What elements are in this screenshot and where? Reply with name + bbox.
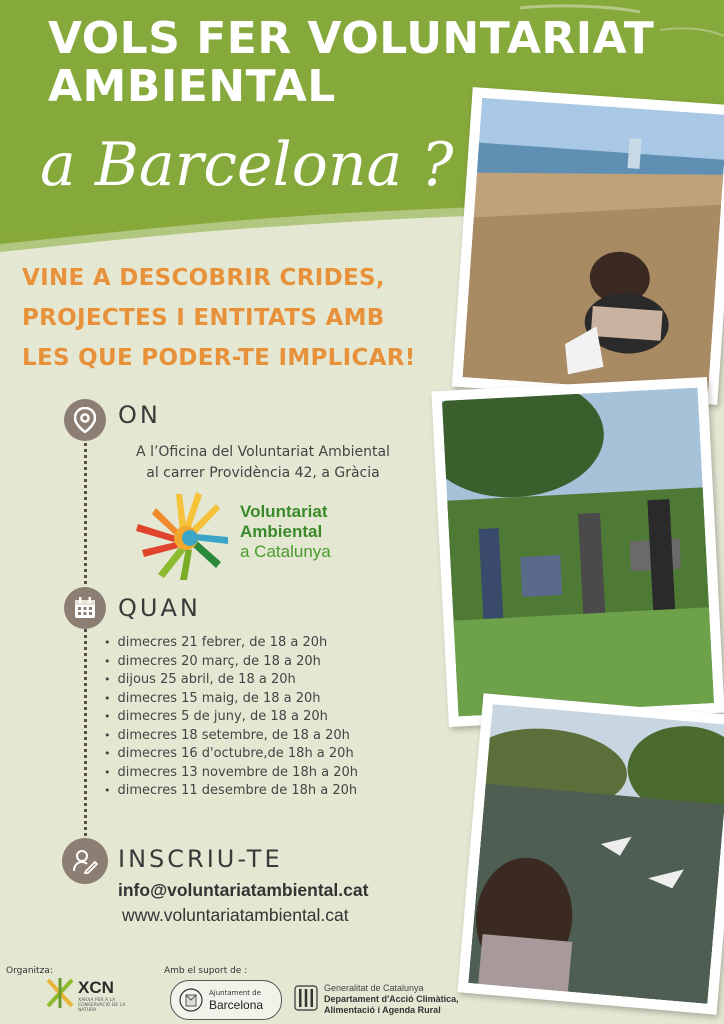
barcelona-shield-icon	[179, 988, 203, 1012]
date-item: • dimecres 18 setembre, de 18 a 20h	[104, 727, 358, 746]
generalitat-line-1: Generalitat de Catalunya	[324, 983, 424, 993]
date-item: • dimecres 15 maig, de 18 a 20h	[104, 690, 358, 709]
photo-garden	[431, 377, 724, 727]
logo-line-1: Voluntariat	[240, 502, 328, 521]
suport-label: Amb el suport de :	[164, 966, 248, 976]
generalitat-line-2: Departament d'Acció Climàtica,	[324, 994, 459, 1004]
hands-logo-icon	[136, 488, 232, 580]
xcn-subtitle: XARXA PER A LA CONSERVACIÓ DE LA NATURA	[78, 998, 126, 1013]
inscriu-heading: INSCRIU-TE	[118, 845, 283, 873]
ajuntament-line-1: Ajuntament de	[209, 989, 261, 997]
address	[118, 442, 408, 484]
generalitat-logo	[294, 983, 494, 1019]
xcn-name: XCN	[78, 978, 114, 997]
location-pin-icon	[64, 399, 106, 441]
xcn-emblem-icon	[44, 976, 76, 1010]
xcn-logo	[44, 976, 134, 1016]
calendar-icon	[64, 587, 106, 629]
generalitat-line-3: Alimentació i Agenda Rural	[324, 1005, 441, 1015]
address-line-1: A l’Oficina del Voluntariat Ambiental	[136, 444, 390, 460]
title-script: a Barcelona ?	[40, 130, 454, 200]
contact-email[interactable]: info@voluntariatambiental.cat	[118, 880, 369, 900]
logo-line-3: a Catalunya	[240, 542, 331, 561]
generalitat-emblem-icon	[294, 985, 318, 1011]
organitza-label: Organitza:	[6, 966, 53, 976]
photo-lake	[457, 693, 724, 1015]
timeline-line	[84, 430, 87, 850]
voluntariat-logo	[136, 488, 376, 578]
date-item: • dimecres 16 d'octubre,de 18h a 20h	[104, 745, 358, 764]
website-link[interactable]: www.voluntariatambiental.cat	[122, 905, 349, 925]
date-item: • dijous 25 abril, de 18 a 20h	[104, 671, 358, 690]
title-line-1: VOLS FER VOLUNTARIAT	[48, 13, 655, 64]
ajuntament-line-2: Barcelona	[209, 998, 264, 1012]
date-item: • dimecres 20 març, de 18 a 20h	[104, 653, 358, 672]
logo-line-2: Ambiental	[240, 522, 323, 541]
call-to-action	[22, 258, 442, 378]
address-line-2: al carrer Providència 42, a Gràcia	[146, 465, 380, 481]
title-line-2: AMBIENTAL	[48, 61, 336, 112]
cta-line-2: PROJECTES I ENTITATS AMB	[22, 305, 385, 331]
cta-line-1: VINE A DESCOBRIR CRIDES,	[22, 265, 385, 291]
date-item: • dimecres 13 novembre de 18h a 20h	[104, 764, 358, 783]
ajuntament-logo	[170, 980, 282, 1020]
dates-list	[104, 634, 358, 801]
photo-beach	[452, 87, 724, 405]
logo-text	[240, 502, 331, 562]
on-heading: ON	[118, 401, 161, 429]
cta-line-3: LES QUE PODER-TE IMPLICAR!	[22, 345, 416, 371]
date-item: • dimecres 21 febrer, de 18 a 20h	[104, 634, 358, 653]
quan-heading: QUAN	[118, 594, 201, 622]
date-item: • dimecres 5 de juny, de 18 a 20h	[104, 708, 358, 727]
pen-person-icon	[62, 838, 108, 884]
date-item: • dimecres 11 desembre de 18h a 20h	[104, 782, 358, 801]
